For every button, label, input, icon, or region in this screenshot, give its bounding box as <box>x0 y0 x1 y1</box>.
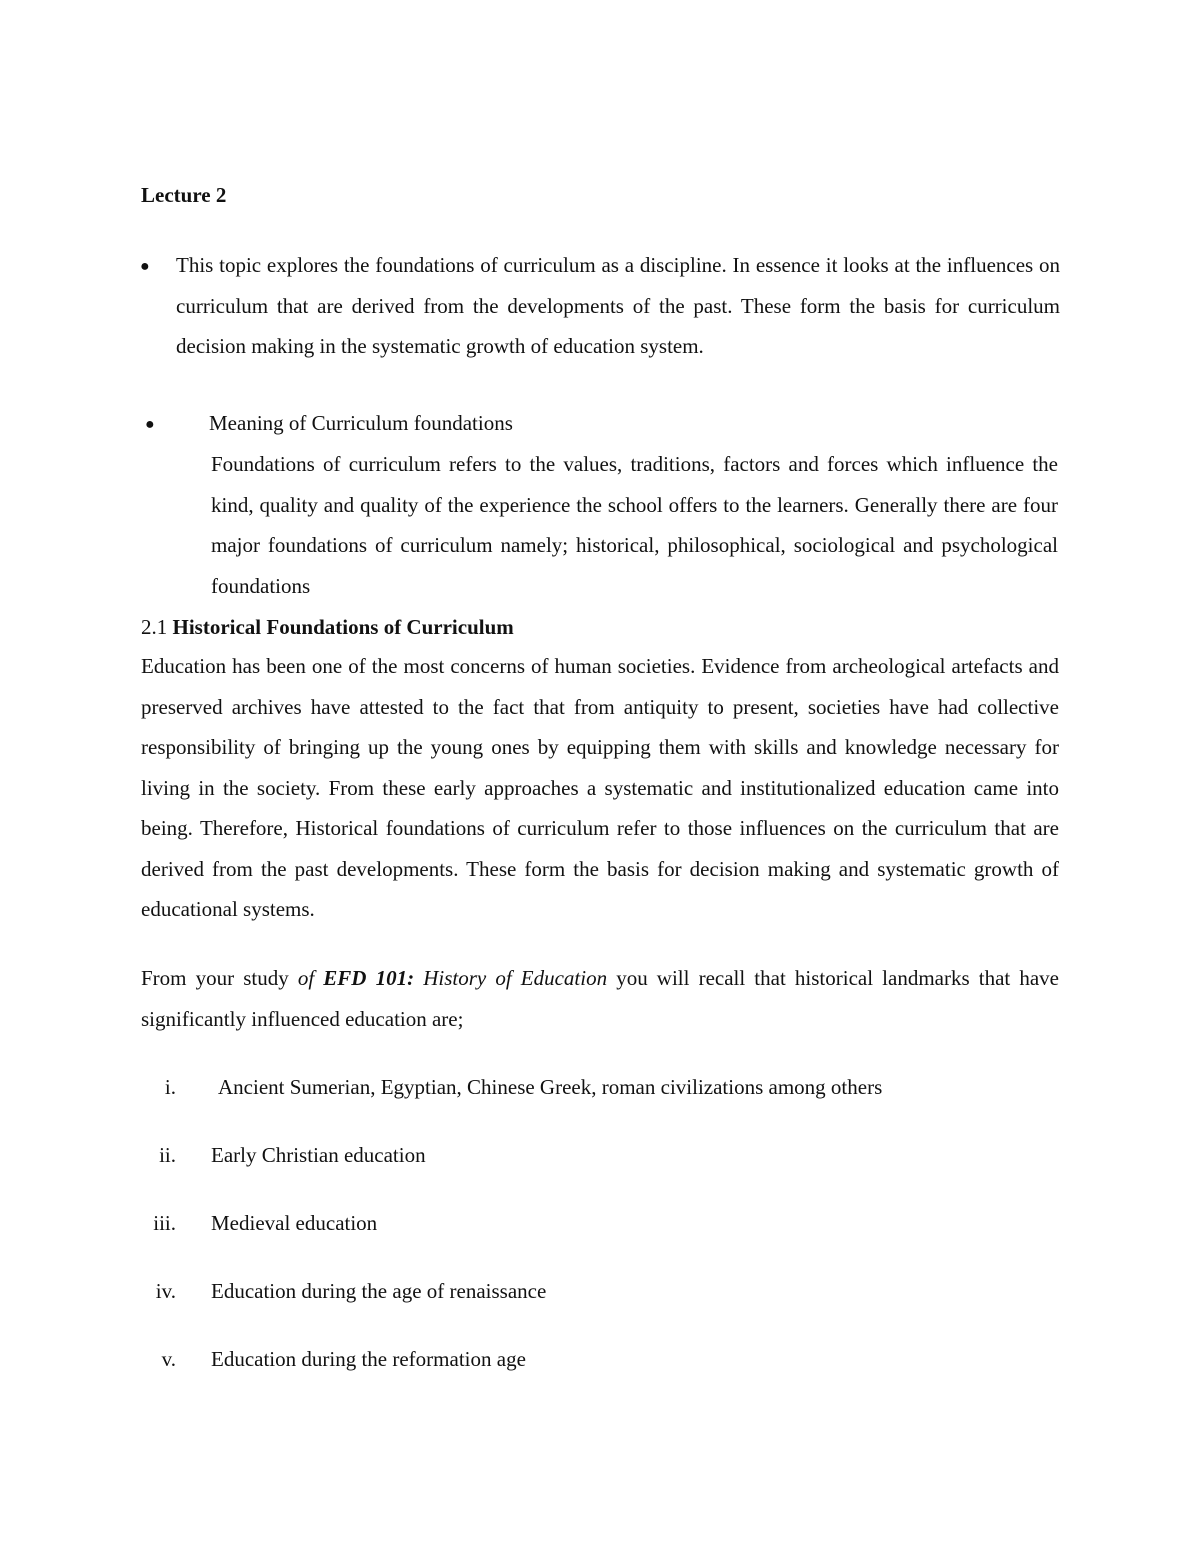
course-ref-of: of <box>297 966 324 990</box>
lecture-title: Lecture 2 <box>141 183 227 207</box>
intro-paragraph: This topic explores the foundations of curriculum as a discipline. In essence it looks at the influences on curriculum that are derived from the developments of the past. These form the basis for curriculum decision making in the systematic growth of education system. <box>176 253 1060 358</box>
list-item: Education during the age of renaissance <box>211 1279 547 1303</box>
bullet-icon: ● <box>145 416 155 433</box>
list-item: Ancient Sumerian, Egyptian, Chinese Greek, roman civilizations among others <box>218 1075 883 1099</box>
bullet-icon: ● <box>140 258 150 275</box>
course-reference <box>298 966 607 990</box>
list-item: Medieval education <box>211 1211 378 1235</box>
list-numeral: iv. <box>155 1279 176 1303</box>
list-item: Education during the reformation age <box>211 1347 526 1371</box>
list-numeral: ii. <box>159 1143 176 1167</box>
list-item: Early Christian education <box>211 1143 426 1167</box>
list-numeral: v. <box>161 1347 176 1371</box>
recall-suffix: you will recall that historical landmarks that have significantly influenced education are; <box>141 966 1059 1031</box>
meaning-heading: Meaning of Curriculum foundations <box>209 411 513 435</box>
list-numeral: i. <box>164 1075 176 1099</box>
section-title: Historical Foundations of Curriculum <box>172 615 514 639</box>
section-heading <box>141 615 514 640</box>
section-number: 2.1 <box>141 615 168 639</box>
section-body: Education has been one of the most concerns of human societies. Evidence from archeological artefacts and preserved archives have attested to the fact that from antiquity to present, societies have had collective responsibility of bringing up the young ones by equipping them with skills and knowledge necessary for living in the society. From these early approaches a systematic and institutionalized education came into being. Therefore, Historical foundations of curriculum refer to those influences on the curriculum that are derived from the past developments. These form the basis for decision making and systematic growth of educational systems. <box>141 654 1059 921</box>
recall-prefix: From your study <box>141 966 298 990</box>
meaning-paragraph: Foundations of curriculum refers to the values, traditions, factors and forces which influence the kind, quality and quality of the experience the school offers to the learners. Generally there are four major foundations of curriculum namely; historical, philosophical, sociological and psychological foundations <box>211 452 1058 598</box>
list-numeral: iii. <box>153 1211 176 1235</box>
recall-paragraph <box>141 958 1059 1039</box>
course-code: EFD 101: <box>323 966 415 990</box>
course-title: History of Education <box>414 966 608 990</box>
